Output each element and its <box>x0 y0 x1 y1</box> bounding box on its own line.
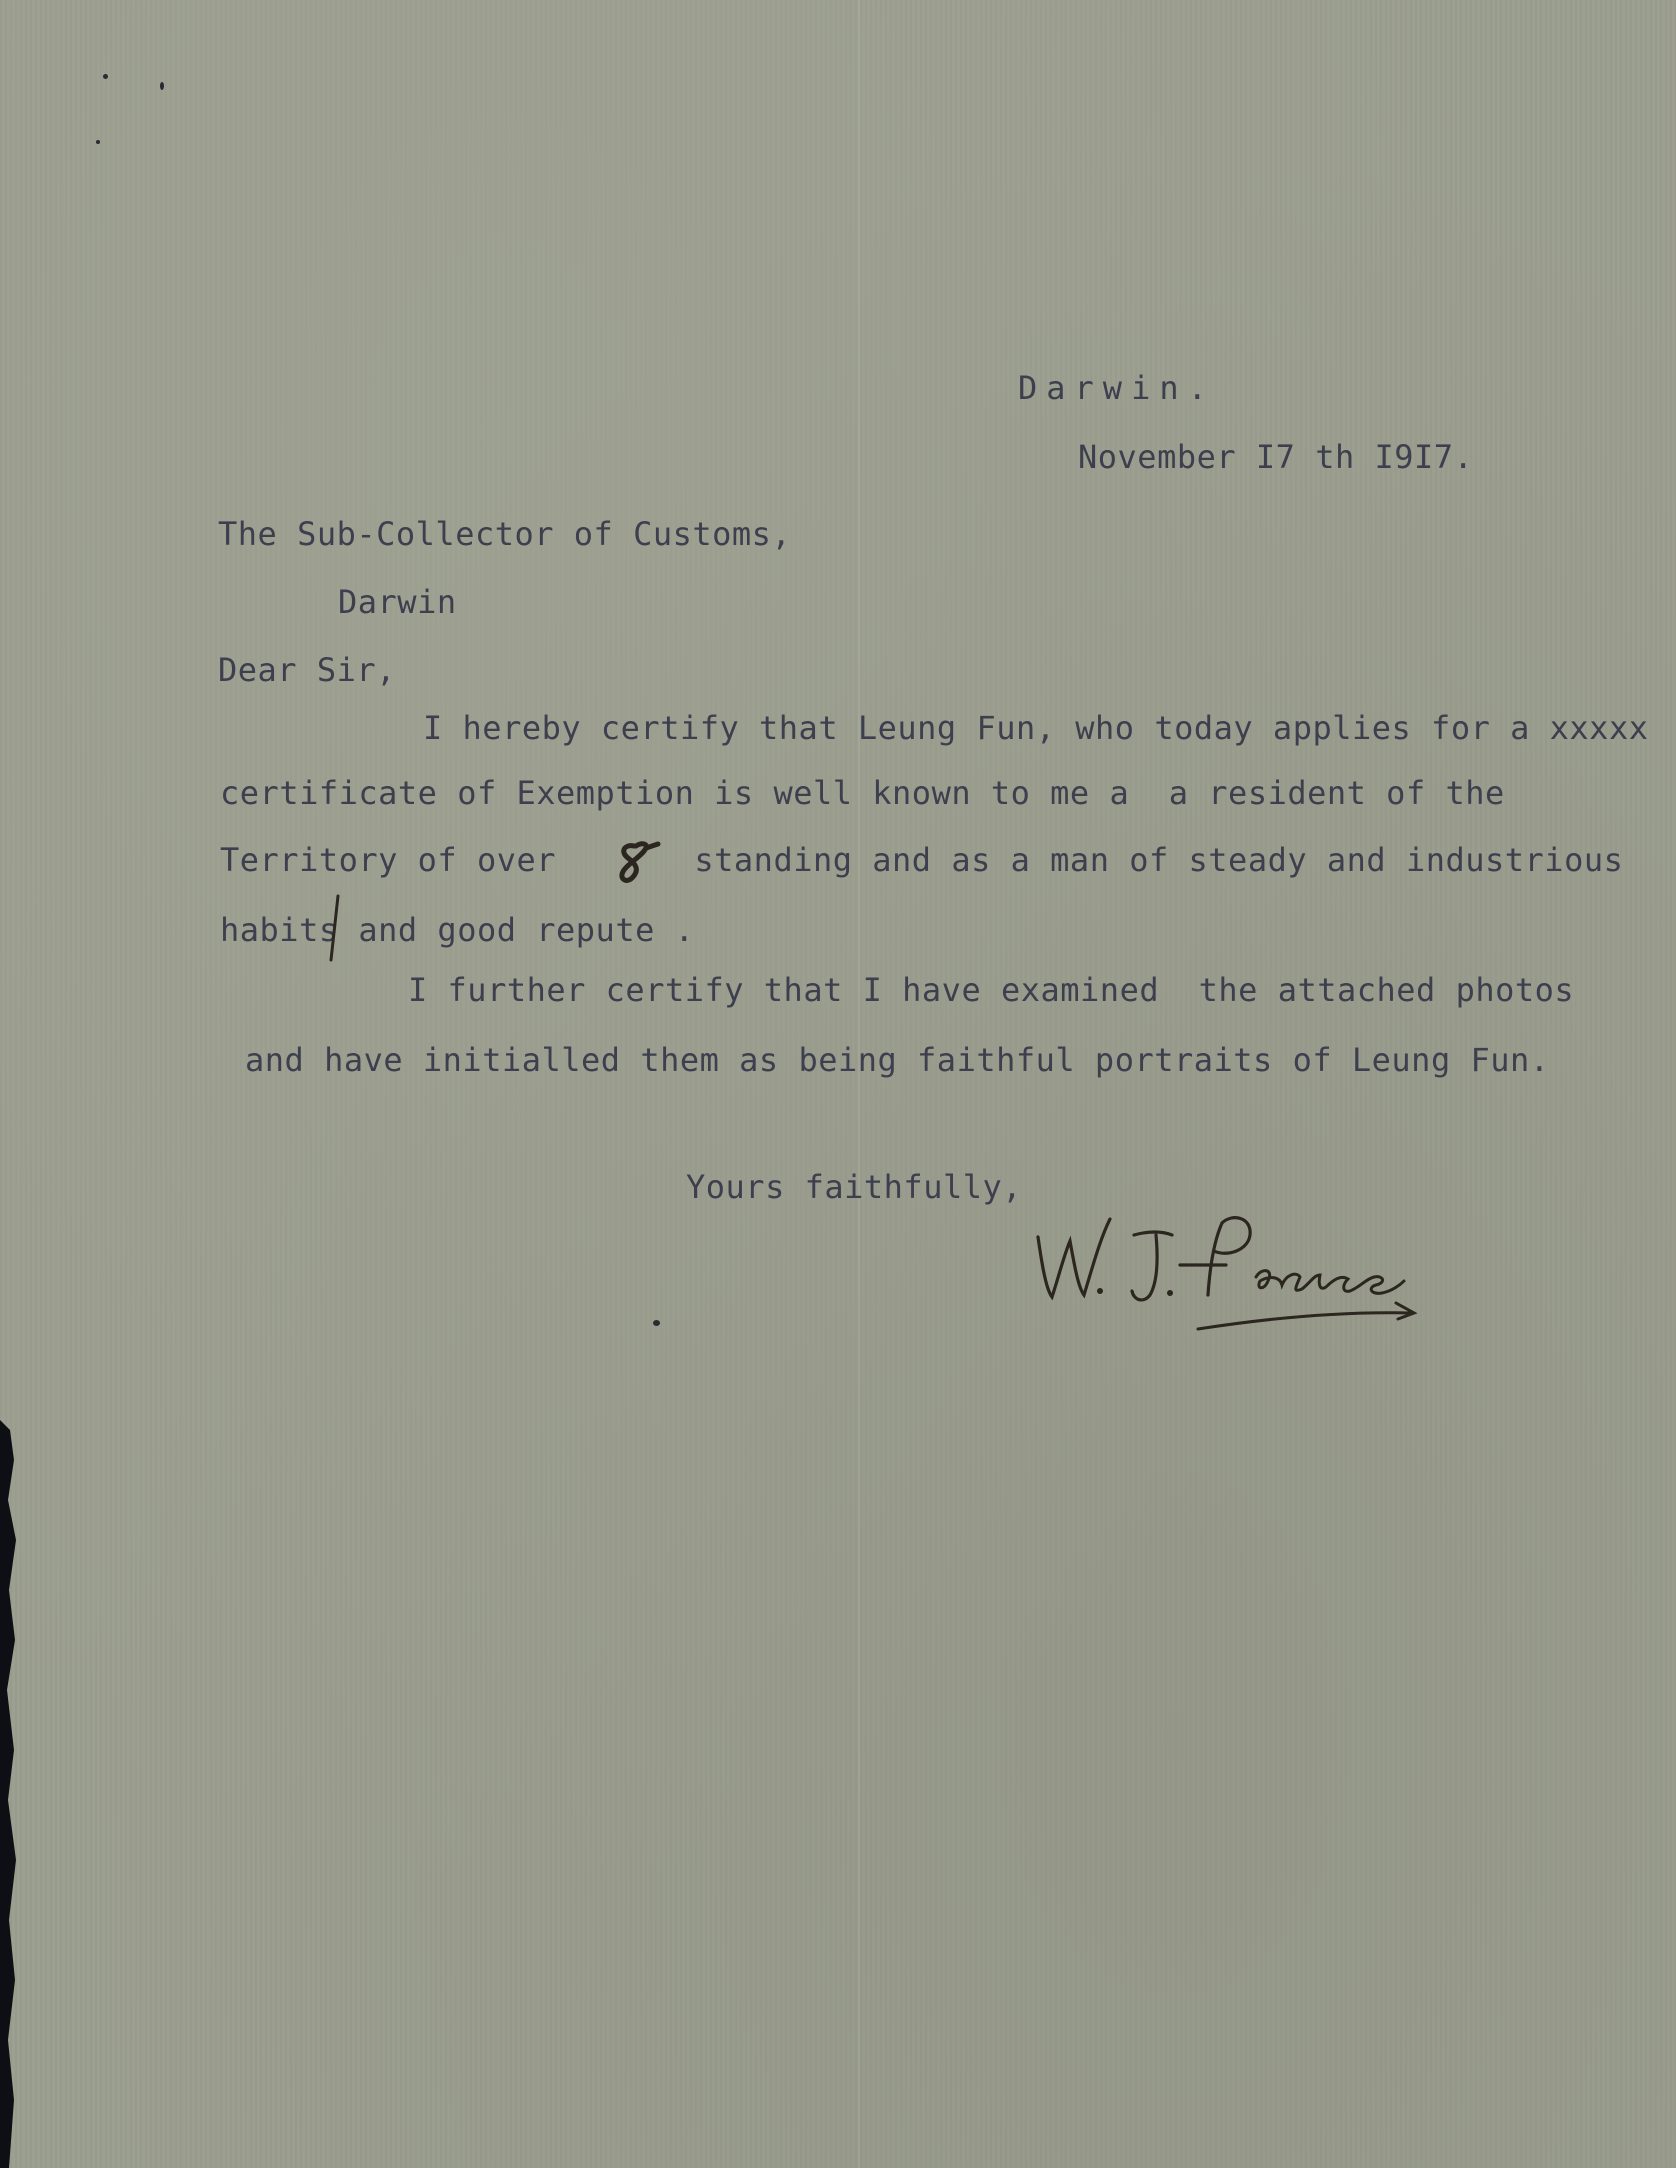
letter-place: Darwin. <box>1018 369 1216 407</box>
body-paragraph-1-line: certificate of Exemption is well known to me a a resident of the <box>220 774 1505 812</box>
closing: Yours faithfully, <box>686 1168 1023 1206</box>
salutation: Dear Sir, <box>218 651 396 689</box>
torn-left-edge <box>0 1420 22 2168</box>
body-paragraph-2-line: and have initialled them as being faithful portraits of Leung Fun. <box>245 1041 1550 1079</box>
ink-speck <box>96 140 100 144</box>
handwritten-correction-stroke <box>326 894 342 962</box>
ink-speck <box>103 74 108 79</box>
signature <box>1030 1205 1440 1345</box>
recipient-title: The Sub-Collector of Customs, <box>218 515 792 553</box>
handwritten-insert <box>606 838 666 890</box>
body-paragraph-1-line: I hereby certify that Leung Fun, who today applies for a xxxxx <box>423 709 1649 747</box>
body-paragraph-1-line: Territory of over standing and as a man of steady and industrious <box>220 841 1624 879</box>
letter-date: November I7 th I9I7. <box>1078 438 1474 476</box>
body-paragraph-2-line: I further certify that I have examined the attached photos <box>408 971 1575 1009</box>
ink-speck <box>160 82 164 90</box>
paper-fold <box>858 0 860 2168</box>
recipient-location: Darwin <box>338 583 457 621</box>
body-paragraph-1-line: habits and good repute . <box>220 911 695 949</box>
ink-speck <box>653 1320 660 1326</box>
